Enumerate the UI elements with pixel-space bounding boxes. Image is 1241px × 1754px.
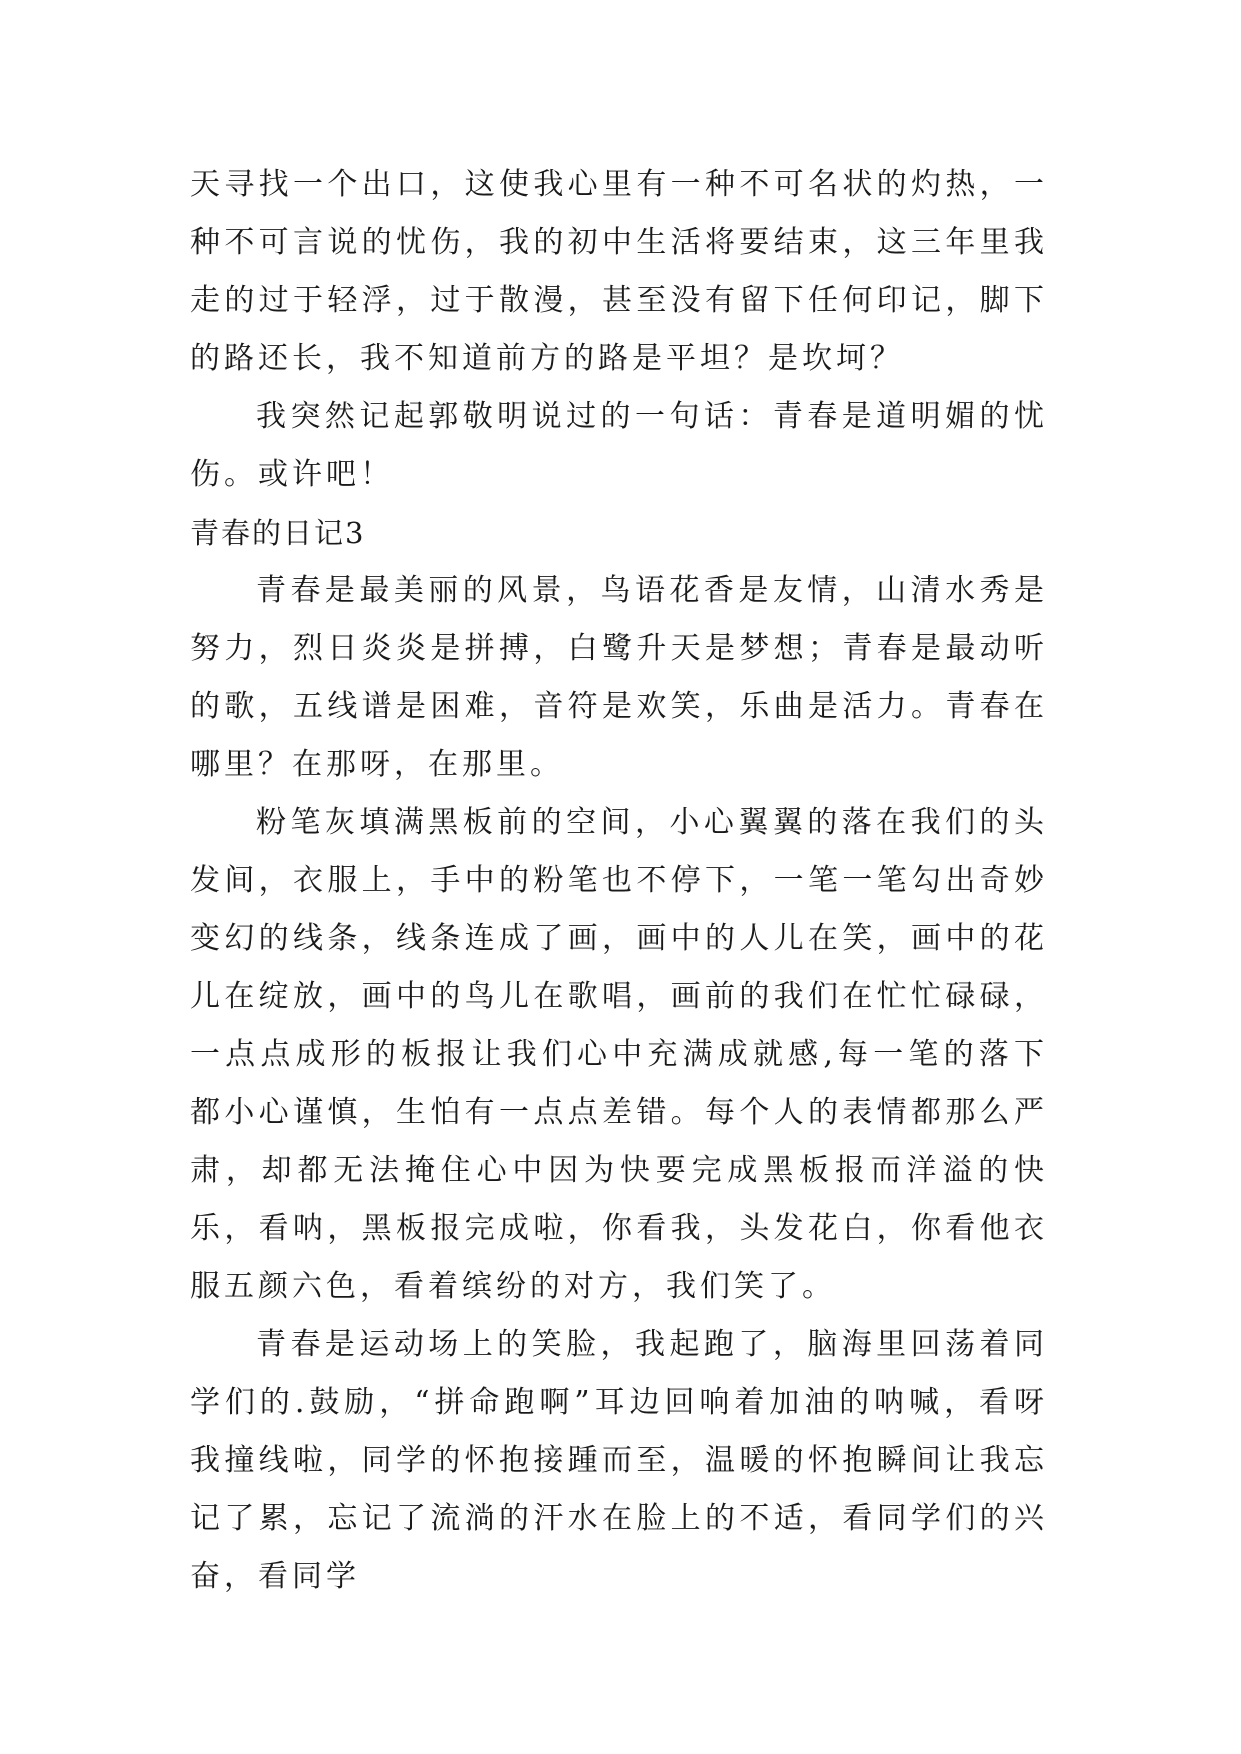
paragraph-continued: 天寻找一个出口，这使我心里有一种不可名状的灼热，一种不可言说的忧伤，我的初中生活将要结束，这三年里我走的过于轻浮，过于散漫，甚至没有留下任何印记，脚下的路还长，我不知道前方的路是平坦？是坎坷？ <box>190 167 1048 376</box>
document-body <box>190 156 1048 1606</box>
section-title: 青春的日记3 <box>190 516 366 550</box>
paragraph-blackboard: 粉笔灰填满黑板前的空间，小心翼翼的落在我们的头发间，衣服上，手中的粉笔也不停下，一笔一笔勾出奇妙变幻的线条，线条连成了画，画中的人儿在笑，画中的花儿在绽放，画中的鸟儿在歌唱，画前的我们在忙忙碌碌，一点点成形的板报让我们心中充满成就感,每一笔的落下都小心谨慎，生怕有一点点差错。每个人的表情都那么严肃，却都无法掩住心中因为快要完成黑板报而洋溢的快乐，看呐，黑板报完成啦，你看我，头发花白，你看他衣服五颜六色，看着缤纷的对方，我们笑了。 <box>190 805 1048 1304</box>
paragraph-guo-jingming-quote: 我突然记起郭敬明说过的一句话：青春是道明媚的忧伤。或许吧！ <box>190 399 1048 492</box>
paragraph-youth-scenery: 青春是最美丽的风景，鸟语花香是友情，山清水秀是努力，烈日炎炎是拼搏，白鹭升天是梦想；青春是最动听的歌，五线谱是困难，音符是欢笑，乐曲是活力。青春在哪里？在那呀，在那里。 <box>190 573 1048 782</box>
paragraph-sports-field: 青春是运动场上的笑脸，我起跑了，脑海里回荡着同学们的.鼓励，“拼命跑啊”耳边回响着加油的呐喊，看呀我撞线啦，同学的怀抱接踵而至，温暖的怀抱瞬间让我忘记了累，忘记了流淌的汗水在脸上的不适，看同学们的兴奋，看同学 <box>190 1327 1048 1594</box>
